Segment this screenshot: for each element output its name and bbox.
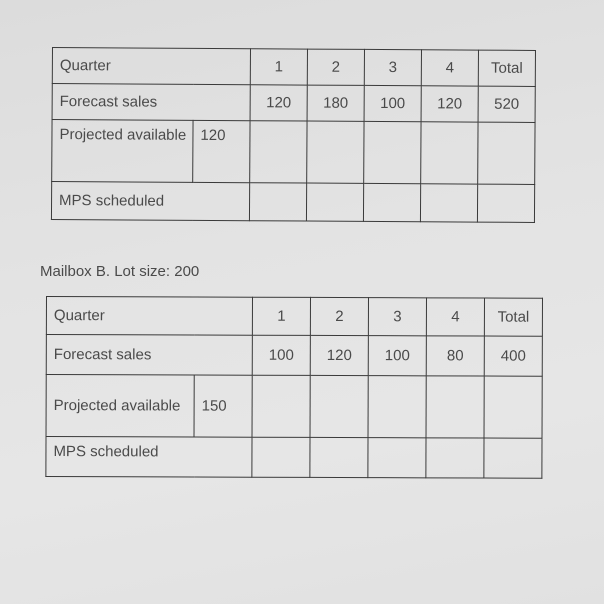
forecast-row	[52, 84, 535, 123]
quarter-4-header: 4	[426, 298, 484, 336]
total-header: Total	[484, 298, 542, 336]
mps-q2-cell	[306, 183, 363, 221]
mps-table-b	[45, 296, 543, 479]
forecast-q1: 100	[252, 335, 310, 375]
forecast-q2: 120	[310, 335, 368, 375]
quarter-1-header: 1	[252, 297, 310, 335]
projected-q4-cell	[421, 122, 478, 184]
projected-row	[52, 120, 535, 185]
forecast-q2: 180	[307, 85, 364, 121]
projected-label: Projected available	[46, 375, 194, 438]
projected-q3-cell	[368, 376, 426, 438]
mps-label: MPS scheduled	[51, 182, 249, 221]
total-header: Total	[478, 50, 535, 86]
forecast-total: 400	[484, 336, 542, 376]
quarter-2-header: 2	[307, 49, 364, 85]
mps-q2-cell	[310, 437, 368, 477]
mps-q1-cell	[252, 437, 310, 477]
quarter-row	[46, 297, 542, 337]
quarter-row	[52, 48, 535, 87]
quarter-1-header: 1	[250, 49, 307, 85]
mps-q4-cell	[420, 184, 477, 222]
forecast-q4: 120	[421, 86, 478, 122]
forecast-q3: 100	[368, 336, 426, 376]
mps-row	[51, 182, 534, 223]
quarter-3-header: 3	[364, 49, 421, 85]
quarter-3-header: 3	[368, 298, 426, 336]
quarter-4-header: 4	[421, 50, 478, 86]
mps-row	[46, 437, 542, 479]
forecast-total: 520	[478, 86, 535, 122]
forecast-q4: 80	[426, 336, 484, 376]
forecast-q1: 120	[250, 85, 307, 121]
projected-q4-cell	[426, 376, 484, 438]
forecast-q3: 100	[364, 85, 421, 121]
projected-q3-cell	[364, 121, 421, 183]
projected-total-cell	[484, 376, 542, 438]
mps-total-cell	[477, 184, 534, 222]
quarter-label: Quarter	[46, 297, 252, 336]
projected-q2-cell	[307, 121, 364, 183]
projected-label: Projected available	[52, 120, 193, 183]
quarter-label: Quarter	[52, 48, 250, 85]
forecast-row	[46, 335, 542, 377]
mps-table-a	[51, 47, 536, 223]
projected-initial: 120	[193, 120, 250, 182]
mps-label: MPS scheduled	[46, 437, 252, 478]
mps-q4-cell	[426, 438, 484, 478]
mps-q3-cell	[368, 438, 426, 478]
projected-total-cell	[478, 122, 535, 184]
projected-q1-cell	[250, 121, 307, 183]
quarter-2-header: 2	[310, 297, 368, 335]
mps-q3-cell	[363, 183, 420, 221]
forecast-label: Forecast sales	[46, 335, 252, 376]
projected-q2-cell	[310, 375, 368, 437]
forecast-label: Forecast sales	[52, 84, 250, 121]
mps-total-cell	[484, 438, 542, 478]
projected-initial: 150	[194, 375, 252, 437]
projected-row	[46, 375, 542, 439]
mailbox-b-caption: Mailbox B. Lot size: 200	[40, 263, 200, 280]
projected-q1-cell	[252, 375, 310, 437]
mps-q1-cell	[249, 183, 306, 221]
